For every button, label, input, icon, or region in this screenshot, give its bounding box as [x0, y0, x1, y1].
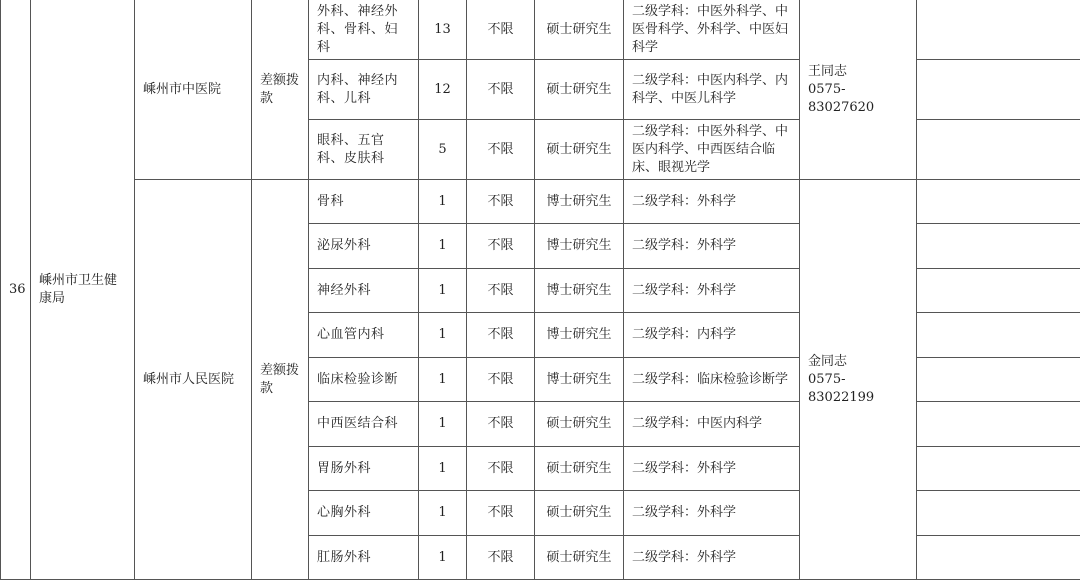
table-body — [1, 0, 1080, 580]
position-requirement: 二级学科：外科学 — [624, 224, 800, 269]
contact-cell — [800, 0, 917, 180]
note-cell — [917, 224, 1080, 269]
position-education: 博士研究生 — [535, 269, 624, 313]
position-count: 1 — [419, 269, 467, 313]
position-dept: 中西医结合科 — [309, 402, 419, 447]
contact-phone: 0575-83027620 — [808, 81, 875, 115]
position-requirement: 二级学科：外科学 — [624, 491, 800, 536]
note-cell — [917, 447, 1080, 491]
position-limit: 不限 — [467, 60, 535, 120]
position-limit: 不限 — [467, 358, 535, 402]
note-cell — [917, 0, 1080, 60]
position-limit: 不限 — [467, 224, 535, 269]
position-dept: 心胸外科 — [309, 491, 419, 536]
position-education: 博士研究生 — [535, 224, 624, 269]
funding-type: 差额拨款 — [252, 0, 309, 180]
position-limit: 不限 — [467, 402, 535, 447]
position-dept: 眼科、五官科、皮肤科 — [309, 120, 419, 180]
note-cell — [917, 313, 1080, 358]
position-requirement: 二级学科：内科学 — [624, 313, 800, 358]
position-limit: 不限 — [467, 491, 535, 536]
position-count: 1 — [419, 536, 467, 580]
position-requirement: 二级学科：外科学 — [624, 269, 800, 313]
position-count: 1 — [419, 180, 467, 224]
note-cell — [917, 180, 1080, 224]
position-requirement: 二级学科：中医外科学、中医骨科学、外科学、中医妇科学 — [624, 0, 800, 60]
position-limit: 不限 — [467, 120, 535, 180]
position-dept: 肛肠外科 — [309, 536, 419, 580]
position-count: 5 — [419, 120, 467, 180]
position-dept: 神经外科 — [309, 269, 419, 313]
position-requirement: 二级学科：中医内科学、内科学、中医儿科学 — [624, 60, 800, 120]
position-count: 1 — [419, 447, 467, 491]
position-requirement: 二级学科：外科学 — [624, 536, 800, 580]
position-dept: 骨科 — [309, 180, 419, 224]
hospital-name: 嵊州市中医院 — [135, 0, 252, 180]
position-count: 13 — [419, 0, 467, 60]
position-requirement: 二级学科：中医外科学、中医内科学、中西医结合临床、眼视光学 — [624, 120, 800, 180]
position-dept: 外科、神经外科、骨科、妇科 — [309, 0, 419, 60]
contact-phone: 0575-83022199 — [808, 371, 875, 405]
contact-name: 金同志 — [808, 353, 848, 369]
note-cell — [917, 358, 1080, 402]
hospital-name: 嵊州市人民医院 — [135, 180, 252, 580]
position-limit: 不限 — [467, 180, 535, 224]
position-requirement: 二级学科：外科学 — [624, 180, 800, 224]
table-row — [1, 180, 1080, 224]
position-education: 硕士研究生 — [535, 402, 624, 447]
note-cell — [917, 536, 1080, 580]
position-education: 硕士研究生 — [535, 447, 624, 491]
position-education: 博士研究生 — [535, 313, 624, 358]
position-count: 1 — [419, 358, 467, 402]
contact-cell — [800, 180, 917, 580]
position-dept: 临床检验诊断 — [309, 358, 419, 402]
position-limit: 不限 — [467, 0, 535, 60]
position-dept: 泌尿外科 — [309, 224, 419, 269]
position-dept: 心血管内科 — [309, 313, 419, 358]
note-cell — [917, 491, 1080, 536]
note-cell — [917, 402, 1080, 447]
note-cell — [917, 269, 1080, 313]
note-cell — [917, 60, 1080, 120]
position-education: 博士研究生 — [535, 358, 624, 402]
position-dept: 胃肠外科 — [309, 447, 419, 491]
note-cell — [917, 120, 1080, 180]
position-count: 1 — [419, 224, 467, 269]
position-limit: 不限 — [467, 313, 535, 358]
position-education: 硕士研究生 — [535, 60, 624, 120]
org-name: 嵊州市卫生健康局 — [31, 0, 135, 580]
position-education: 硕士研究生 — [535, 491, 624, 536]
position-education: 博士研究生 — [535, 180, 624, 224]
position-count: 1 — [419, 402, 467, 447]
table-row — [1, 0, 1080, 60]
record-index: 36 — [1, 0, 31, 580]
position-count: 1 — [419, 313, 467, 358]
position-requirement: 二级学科：外科学 — [624, 447, 800, 491]
position-limit: 不限 — [467, 447, 535, 491]
position-count: 1 — [419, 491, 467, 536]
position-limit: 不限 — [467, 269, 535, 313]
position-limit: 不限 — [467, 536, 535, 580]
contact-name: 王同志 — [808, 63, 848, 79]
position-education: 硕士研究生 — [535, 120, 624, 180]
position-dept: 内科、神经内科、儿科 — [309, 60, 419, 120]
position-education: 硕士研究生 — [535, 0, 624, 60]
position-requirement: 二级学科：临床检验诊断学 — [624, 358, 800, 402]
position-count: 12 — [419, 60, 467, 120]
funding-type: 差额拨款 — [252, 180, 309, 580]
position-education: 硕士研究生 — [535, 536, 624, 580]
position-requirement: 二级学科：中医内科学 — [624, 402, 800, 447]
